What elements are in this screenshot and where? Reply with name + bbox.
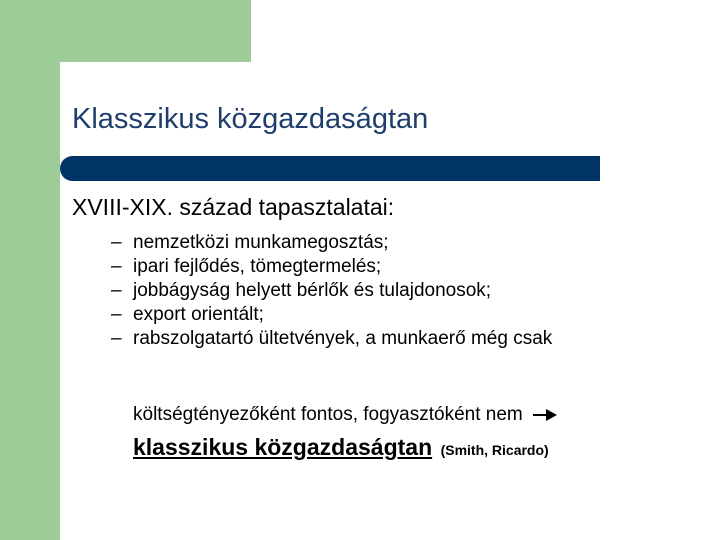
bullet-text: jobbágyság helyett bérlők és tulajdonosok; [133, 280, 492, 301]
bullet-text: rabszolgatartó ültetvények, a munkaerő még csak [133, 328, 553, 349]
bullet-dash: – [111, 232, 122, 253]
right-arrow-icon [532, 408, 558, 422]
bullet-dash: – [111, 304, 122, 325]
title-underline-bar [60, 156, 600, 181]
bullet-dash: – [111, 280, 122, 301]
bullet-text: nemzetközi munkamegosztás; [133, 232, 389, 253]
intro-text: XVIII-XIX. század tapasztalatai: [72, 194, 395, 220]
conclusion-line [133, 434, 549, 461]
bullet-text: export orientált; [133, 304, 264, 325]
list-item [111, 279, 671, 303]
conclusion-note: (Smith, Ricardo) [440, 442, 549, 458]
list-item [111, 303, 671, 327]
slide-title: Klasszikus közgazdaságtan [72, 103, 429, 135]
conclusion-text: klasszikus közgazdaságtan [133, 434, 433, 460]
green-accent-left [0, 0, 60, 540]
list-item [111, 231, 671, 255]
bullet-list [111, 231, 671, 351]
list-item [111, 255, 671, 279]
bullet-continuation [133, 403, 558, 427]
bullet-dash: – [111, 256, 122, 277]
bullet-dash: – [111, 328, 122, 349]
continuation-text: költségtényezőként fontos, fogyasztóként nem [133, 404, 523, 425]
bullet-text: ipari fejlődés, tömegtermelés; [133, 256, 382, 277]
list-item [111, 327, 671, 351]
